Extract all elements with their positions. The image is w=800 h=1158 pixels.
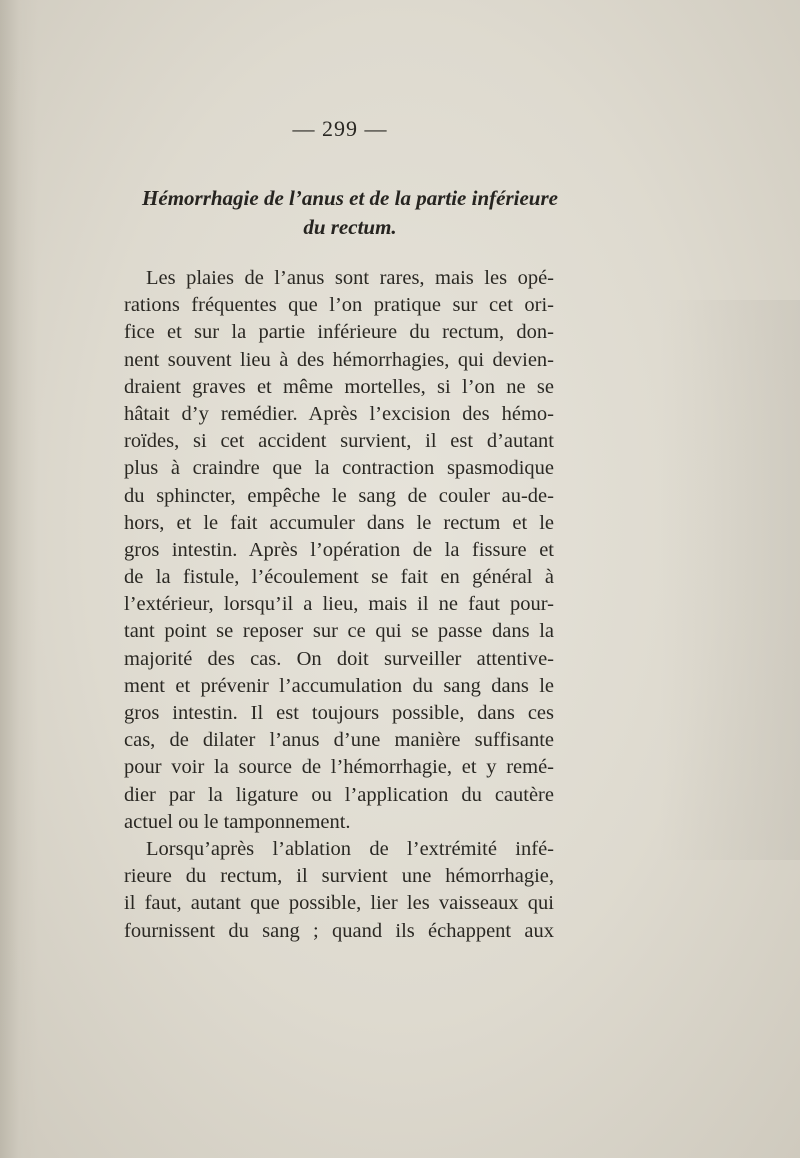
- text-line: hors, et le fait accumuler dans le rectum et le: [124, 511, 554, 534]
- text-line: fournissent du sang ; quand ils échappent aux: [124, 919, 554, 942]
- text-line: l’extérieur, lorsqu’il a lieu, mais il ne faut pour-: [124, 593, 554, 616]
- body-text: [124, 265, 554, 945]
- text-line: Les plaies de l’anus sont rares, mais les opé-: [146, 267, 554, 289]
- text-line: ment et prévenir l’accumulation du sang dans le: [124, 674, 554, 697]
- text-line: roïdes, si cet accident survient, il est d’autant: [124, 430, 554, 453]
- text-line: tant point se reposer sur ce qui se passe dans la: [124, 620, 554, 643]
- text-line: gros intestin. Il est toujours possible, dans ces: [124, 702, 554, 724]
- text-line: rations fréquentes que l’on pratique sur cet ori-: [124, 294, 554, 317]
- spine-shadow: [0, 0, 38, 1158]
- text-line: fice et sur la partie inférieure du rectum, don-: [124, 321, 554, 344]
- text-line: dier par la ligature ou l’application du cautère: [124, 783, 554, 806]
- text-line: actuel ou le tamponnement.: [124, 810, 351, 833]
- text-line: de la fistule, l’écoulement se fait en général à: [124, 566, 554, 589]
- text-line: gros intestin. Après l’opération de la fissure et: [124, 538, 554, 561]
- text-line: il faut, autant que possible, lier les vaisseaux qui: [124, 892, 554, 915]
- text-line: majorité des cas. On doit surveiller attentive-: [124, 647, 554, 670]
- text-line: plus à craindre que la contraction spasmodique: [124, 457, 554, 480]
- text-line: nent souvent lieu à des hémorrhagies, qui devien-: [124, 348, 554, 371]
- page-number: — 299 —: [292, 116, 388, 141]
- show-through-shading: [660, 300, 800, 860]
- text-line: pour voir la source de l’hémorrhagie, et y remé-: [124, 756, 554, 779]
- text-line: rieure du rectum, il survient une hémorrhagie,: [124, 865, 554, 888]
- text-line: cas, de dilater l’anus d’une manière suffisante: [124, 729, 554, 752]
- text-line: hâtait d’y remédier. Après l’excision des hémo-: [124, 402, 554, 425]
- section-title-line-2: du rectum.: [303, 215, 397, 239]
- text-line: du sphincter, empêche le sang de couler au-de-: [124, 484, 554, 507]
- text-line: Lorsqu’après l’ablation de l’extrémité infé-: [146, 837, 554, 860]
- text-line: draient graves et même mortelles, si l’on ne se: [124, 375, 554, 398]
- section-title-line-1: Hémorrhagie de l’anus et de la partie inférieure: [142, 186, 558, 210]
